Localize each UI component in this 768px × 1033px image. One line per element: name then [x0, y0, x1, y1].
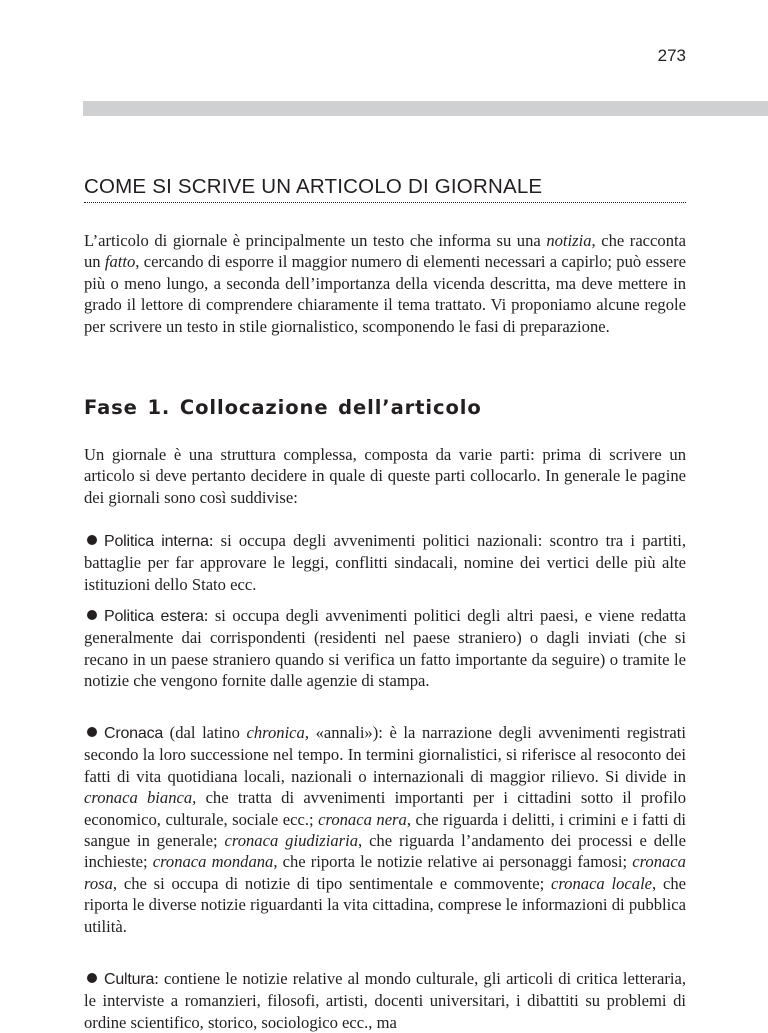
cronaca-bianca: cronaca bianca, — [84, 788, 197, 808]
page-number: 273 — [657, 46, 686, 65]
cronaca-text-2: , «annali»): è la narrazione degli avvenimenti registrati secondo la loro successione nel tempo. In termini giornalistici, si riferisce al resoconto dei fatti di vita quotidiana locali, nazionali o internazionali di maggior rilievo. Si divide in — [84, 723, 686, 786]
list-item-politica-estera — [84, 605, 686, 692]
cronaca-text-3: che tratta di avvenimenti importanti per i cittadini sotto il profilo economico, culturale, sociale ecc.; — [84, 788, 686, 829]
term-politica-estera: Politica estera — [104, 608, 204, 625]
header-bar — [83, 101, 768, 116]
description-politica-interna: : si occupa degli avvenimenti politici nazionali: scontro tra i partiti, battaglie per far approvare le leggi, conflitti sindacali, nomine dei vertici delle più alte istituzioni dello Stato ecc. — [84, 531, 686, 594]
term-cultura: Cultura — [104, 971, 155, 988]
cronaca-text-1: (dal latino — [163, 723, 247, 742]
cronaca-text-4: , che riguarda i delitti, i crimini e i fatti di sangue in generale; — [84, 809, 686, 851]
intro-text-3: , cercando di esporre il maggior numero di elementi necessari a capirlo; può essere più o meno lungo, a seconda dell’importanza della vicenda descritta, ma deve mettere in grado il lettore di comprendere chiaramente il tema trattato. Vi proponiamo alcune regole per scrivere un testo in stile giornalistico, scomponendo le fasi di preparazione. — [84, 252, 686, 336]
intro-text-1: L’articolo di giornale è principalmente un testo che informa su una — [84, 231, 547, 250]
cronaca-chronica: chronica — [246, 723, 305, 742]
cronaca-mondana: cronaca mondana — [152, 852, 274, 872]
term-politica-interna: Politica interna — [104, 533, 209, 550]
list-item-cultura — [84, 968, 686, 1033]
intro-fatto: fatto — [104, 252, 136, 272]
cronaca-nera: cronaca nera — [318, 809, 407, 829]
bullet-icon — [87, 973, 97, 983]
cronaca-giudiziaria: cronaca giudiziaria — [224, 831, 359, 851]
section-paragraph: Un giornale è una struttura complessa, composta da varie parti: prima di scrivere un articolo si deve pertanto decidere in quale di queste parti collocarlo. In generale le pagine dei giornali sono così suddivise: — [84, 445, 686, 507]
term-cronaca: Cronaca — [104, 725, 164, 742]
chapter-title: COME SI SCRIVE UN ARTICOLO DI GIORNALE — [84, 175, 686, 203]
intro-text-2: , che racconta un — [84, 231, 686, 272]
cronaca-text-5: , che riguarda l’andamento dei processi e delle inchieste; — [84, 831, 686, 872]
section-title: Fase 1. Collocazione dell’articolo — [84, 396, 482, 419]
description-politica-estera: : si occupa degli avvenimenti politici degli altri paesi, e viene redatta generalmente dai corrispondenti (residenti nel paese straniero) o dagli inviati (che si recano in un paese straniero quando si verifica un fatto importante da seguire) o tramite le notizie che vengono fornite dalle agenzie di stampa. — [84, 606, 686, 691]
bullet-icon — [87, 535, 97, 545]
intro-notizia: notizia — [546, 231, 592, 250]
bullet-icon — [87, 610, 97, 620]
cronaca-text-6: , che riporta le notizie relative ai personaggi famosi; — [273, 852, 633, 872]
bullet-icon — [87, 727, 97, 737]
description-cultura: : contiene le notizie relative al mondo culturale, gli articoli di critica letteraria, le interviste a romanzieri, filosofi, artisti, docenti universitari, i dibattiti su problemi di ordine scientifico, storico, sociologico ecc., ma — [84, 969, 686, 1032]
intro-paragraph — [84, 230, 686, 337]
list-item-politica-interna — [84, 530, 686, 595]
cronaca-text-7: , che si occupa di notizie di tipo sentimentale e commovente; — [112, 873, 551, 893]
list-item-cronaca — [84, 722, 686, 937]
cronaca-locale: cronaca locale — [550, 873, 653, 893]
cronaca-rosa: cronaca rosa — [84, 852, 686, 893]
cronaca-text-8: , che riporta le diverse notizie riguardanti la vita cittadina, comprese le informazioni di pubblica utilità. — [84, 873, 686, 936]
